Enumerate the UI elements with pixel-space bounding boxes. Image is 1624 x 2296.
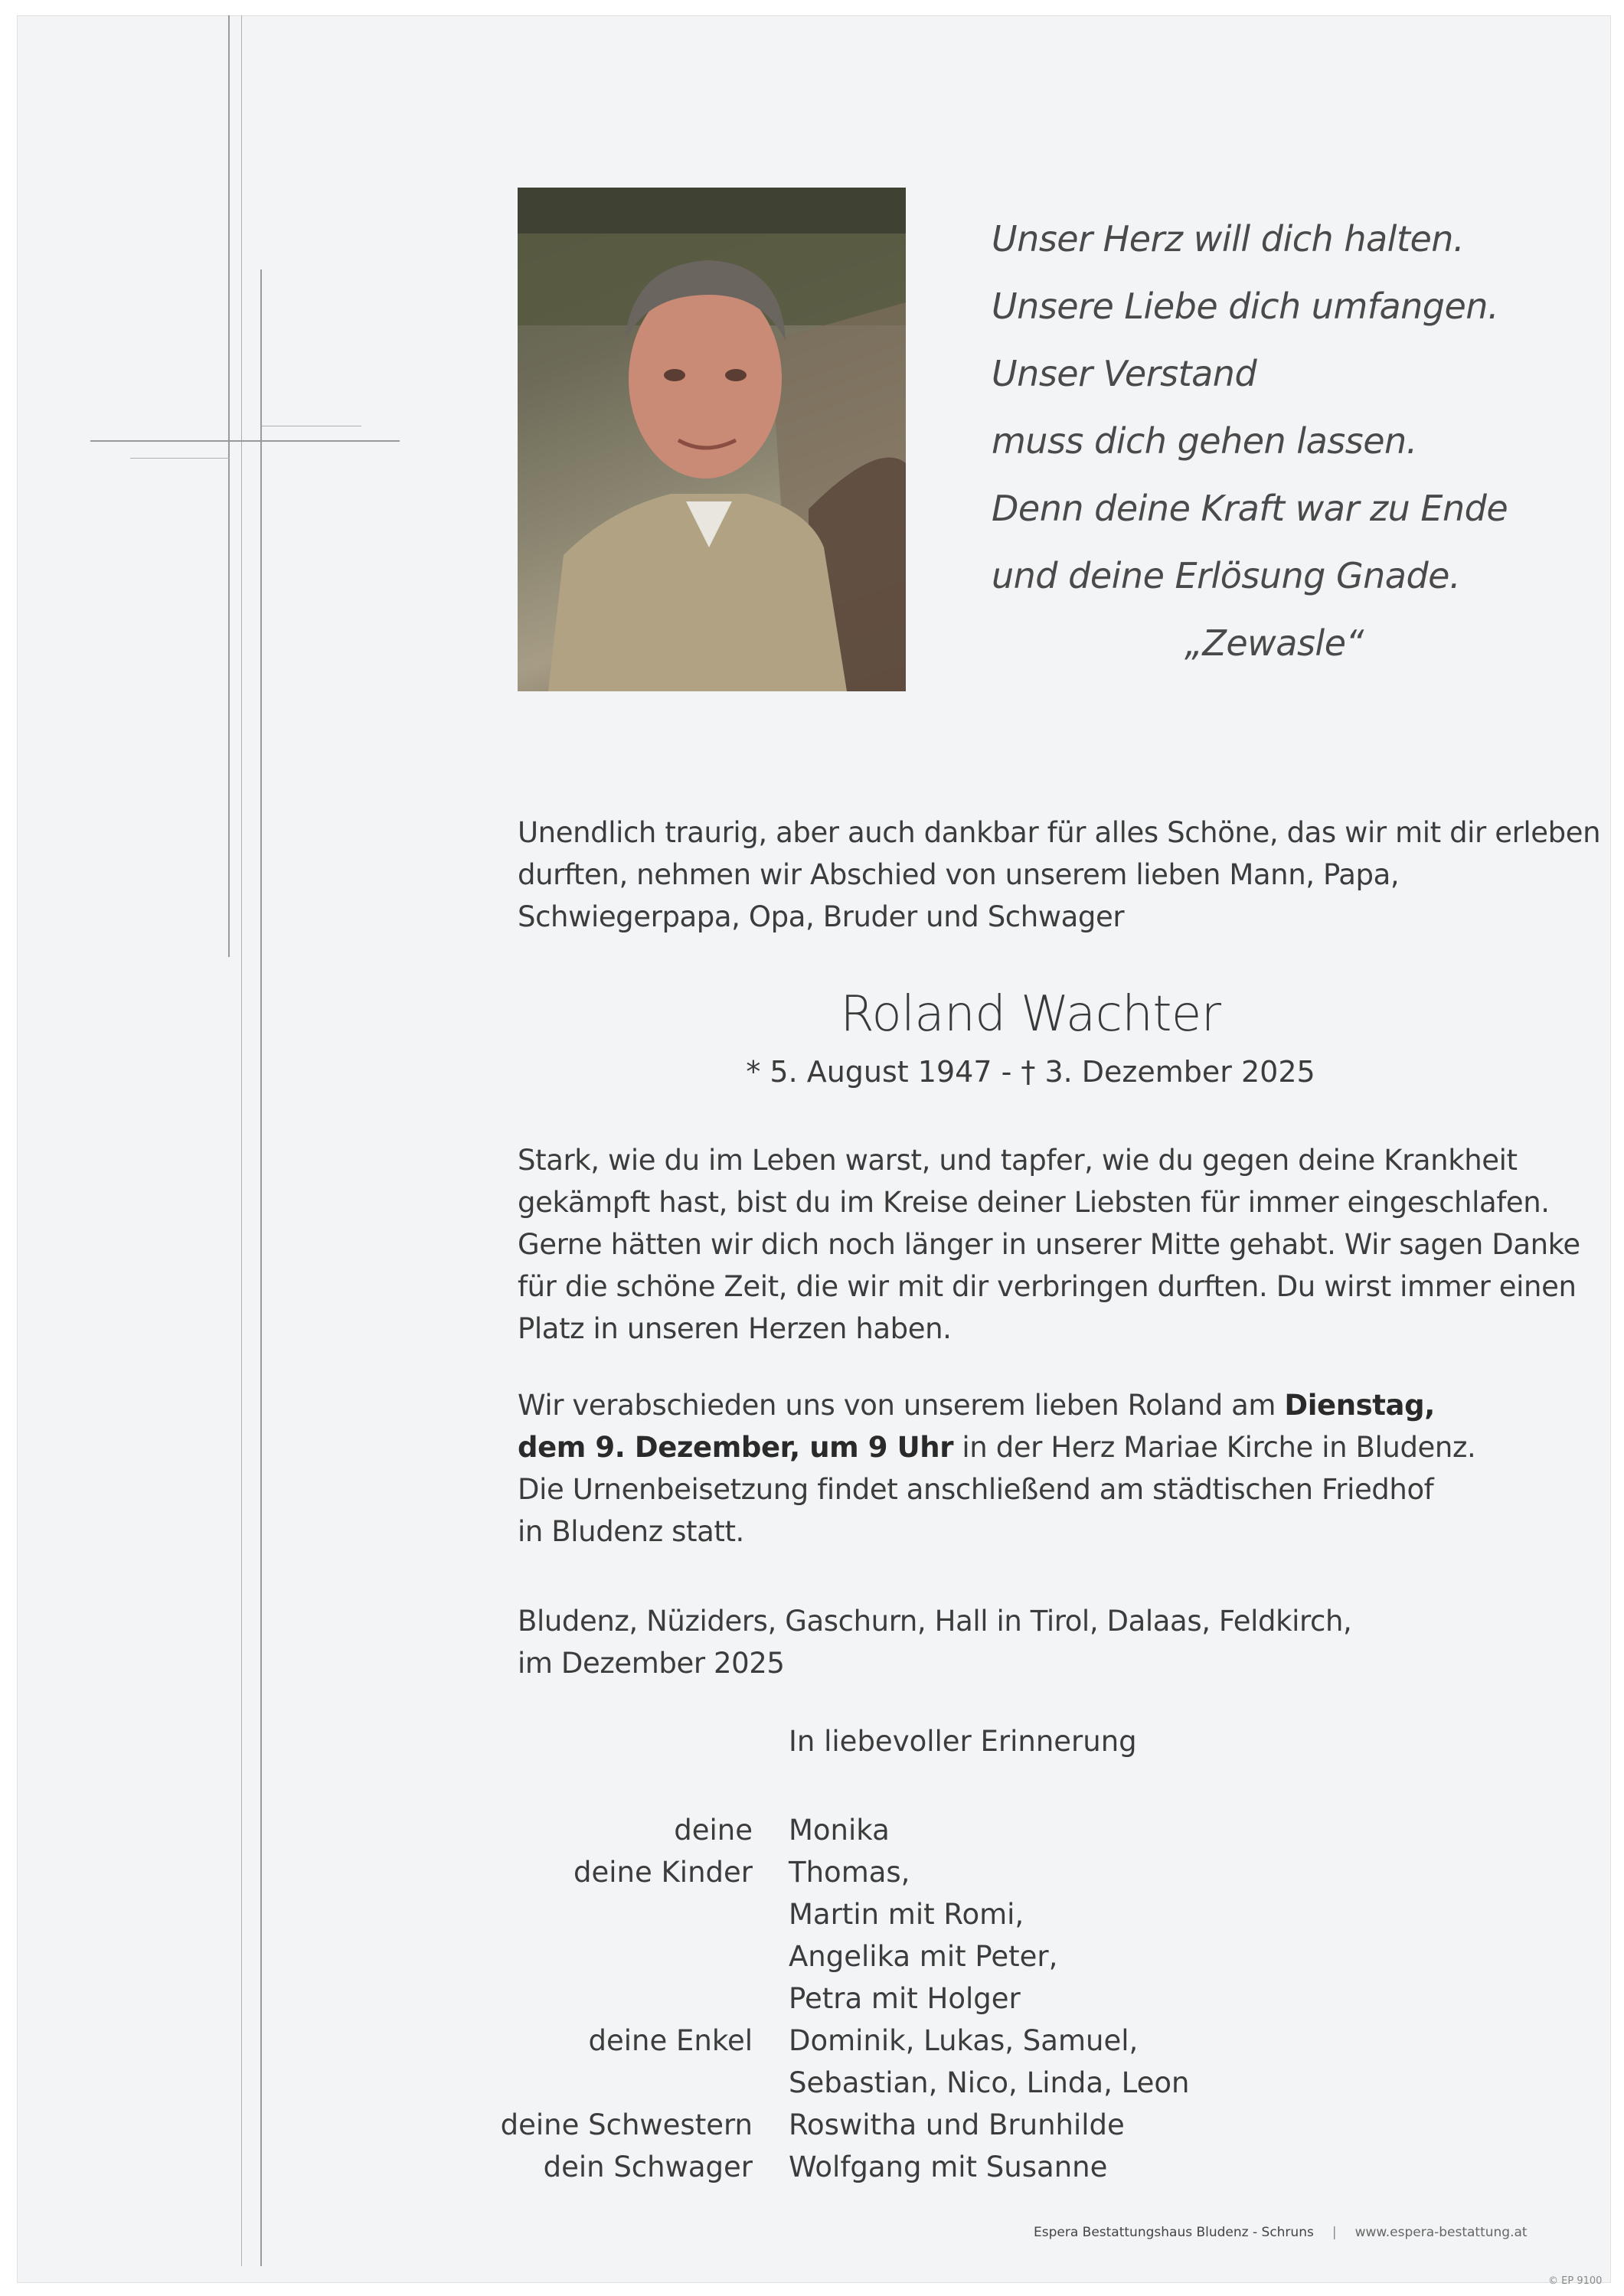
intro-line: Schwiegerpapa, Opa, Bruder und Schwager <box>518 900 1125 933</box>
poem-line: Unser Verstand <box>992 353 1257 394</box>
mourner-name: Martin mit Romi, <box>789 1898 1024 1931</box>
mourner-relation <box>459 2062 789 2104</box>
poem-line: Unser Herz will dich halten. <box>992 218 1465 260</box>
ceremony-datetime: dem 9. Dezember, um 9 Uhr <box>518 1431 954 1464</box>
mourner-relation <box>459 1935 789 1978</box>
poem <box>992 205 1543 677</box>
mourner-name: Roswitha und Brunhilde <box>789 2108 1125 2141</box>
mourner-row <box>459 2104 1378 2146</box>
place-line: Bludenz, Nüziders, Gaschurn, Hall in Tirol, Dalaas, Feldkirch, <box>518 1605 1352 1638</box>
mourner-name: Wolfgang mit Susanne <box>789 2151 1108 2183</box>
tribute-line: gekämpft hast, bist du im Kreise deiner Liebsten für immer eingeschlafen. <box>518 1186 1550 1219</box>
deceased-dates: * 5. August 1947 - † 3. Dezember 2025 <box>746 1055 1315 1089</box>
date-line: im Dezember 2025 <box>518 1647 785 1680</box>
mourner-row <box>459 2062 1378 2104</box>
ceremony-text: Wir verabschieden uns von unserem lieben Roland am <box>518 1389 1285 1422</box>
tribute-line: Platz in unseren Herzen haben. <box>518 1312 952 1345</box>
mourner-relation <box>459 1893 789 1935</box>
mourner-name: Dominik, Lukas, Samuel, <box>789 2024 1139 2057</box>
tribute-paragraph <box>518 1139 1580 1350</box>
mourner-relation: dein Schwager <box>543 2151 753 2183</box>
mourner-relation <box>459 1978 789 2020</box>
poem-line: und deine Erlösung Gnade. <box>992 555 1461 596</box>
ceremony-line <box>518 1384 1544 1426</box>
ceremony-paragraph <box>518 1384 1544 1553</box>
footer <box>1034 2225 1528 2240</box>
intro-paragraph <box>518 812 1601 938</box>
ceremony-day: Dienstag, <box>1284 1389 1435 1422</box>
footer-url: www.espera-bestattung.at <box>1354 2225 1528 2240</box>
mourner-row <box>459 1851 1378 1893</box>
ceremony-line <box>518 1426 1544 1468</box>
mourner-name: Petra mit Holger <box>789 1982 1021 2015</box>
tribute-line: für die schöne Zeit, die wir mit dir verbringen durften. Du wirst immer einen <box>518 1270 1577 1303</box>
deceased-name: Roland Wachter <box>840 986 1221 1043</box>
mourner-name: Angelika mit Peter, <box>789 1940 1058 1973</box>
mourner-relation: deine Schwestern <box>500 2108 753 2141</box>
mourner-row <box>459 2146 1378 2188</box>
poem-author: „Zewasle“ <box>1185 622 1364 664</box>
ceremony-text: in der Herz Mariae Kirche in Bludenz. <box>953 1431 1476 1464</box>
mourner-name: Monika <box>789 1814 890 1847</box>
mourner-relation: deine <box>674 1814 753 1847</box>
tribute-line: Stark, wie du im Leben warst, und tapfer, wie du gegen deine Krankheit <box>518 1144 1518 1177</box>
mourner-name: Thomas, <box>789 1856 910 1889</box>
footer-company: Espera Bestattungshaus Bludenz - Schruns <box>1034 2225 1314 2240</box>
poem-line: Denn deine Kraft war zu Ende <box>992 488 1508 529</box>
portrait-photo <box>518 188 906 691</box>
ceremony-line: in Bludenz statt. <box>518 1515 744 1548</box>
poem-line: muss dich gehen lassen. <box>992 420 1417 462</box>
footer-separator: | <box>1332 2225 1337 2240</box>
print-code: © EP 9100 <box>1548 2275 1603 2287</box>
mourners-list <box>459 1809 1378 2188</box>
mourner-relation: deine Enkel <box>588 2024 753 2057</box>
mourner-name: Sebastian, Nico, Linda, Leon <box>789 2066 1190 2099</box>
mourner-row <box>459 1893 1378 1935</box>
tribute-line: Gerne hätten wir dich noch länger in unserer Mitte gehabt. Wir sagen Danke <box>518 1228 1580 1261</box>
place-date <box>518 1600 1544 1684</box>
mourner-row <box>459 1809 1378 1851</box>
farewell-heading: In liebevoller Erinnerung <box>789 1725 1137 1758</box>
mourner-row <box>459 1978 1378 2020</box>
mourner-row <box>459 2020 1378 2062</box>
mourner-relation: deine Kinder <box>573 1856 753 1889</box>
mourner-row <box>459 1935 1378 1978</box>
intro-line: durften, nehmen wir Abschied von unserem lieben Mann, Papa, <box>518 858 1400 891</box>
intro-line: Unendlich traurig, aber auch dankbar für alles Schöne, das wir mit dir erleben <box>518 816 1601 849</box>
poem-line: Unsere Liebe dich umfangen. <box>992 286 1499 327</box>
ceremony-line: Die Urnenbeisetzung findet anschließend am städtischen Friedhof <box>518 1473 1434 1506</box>
